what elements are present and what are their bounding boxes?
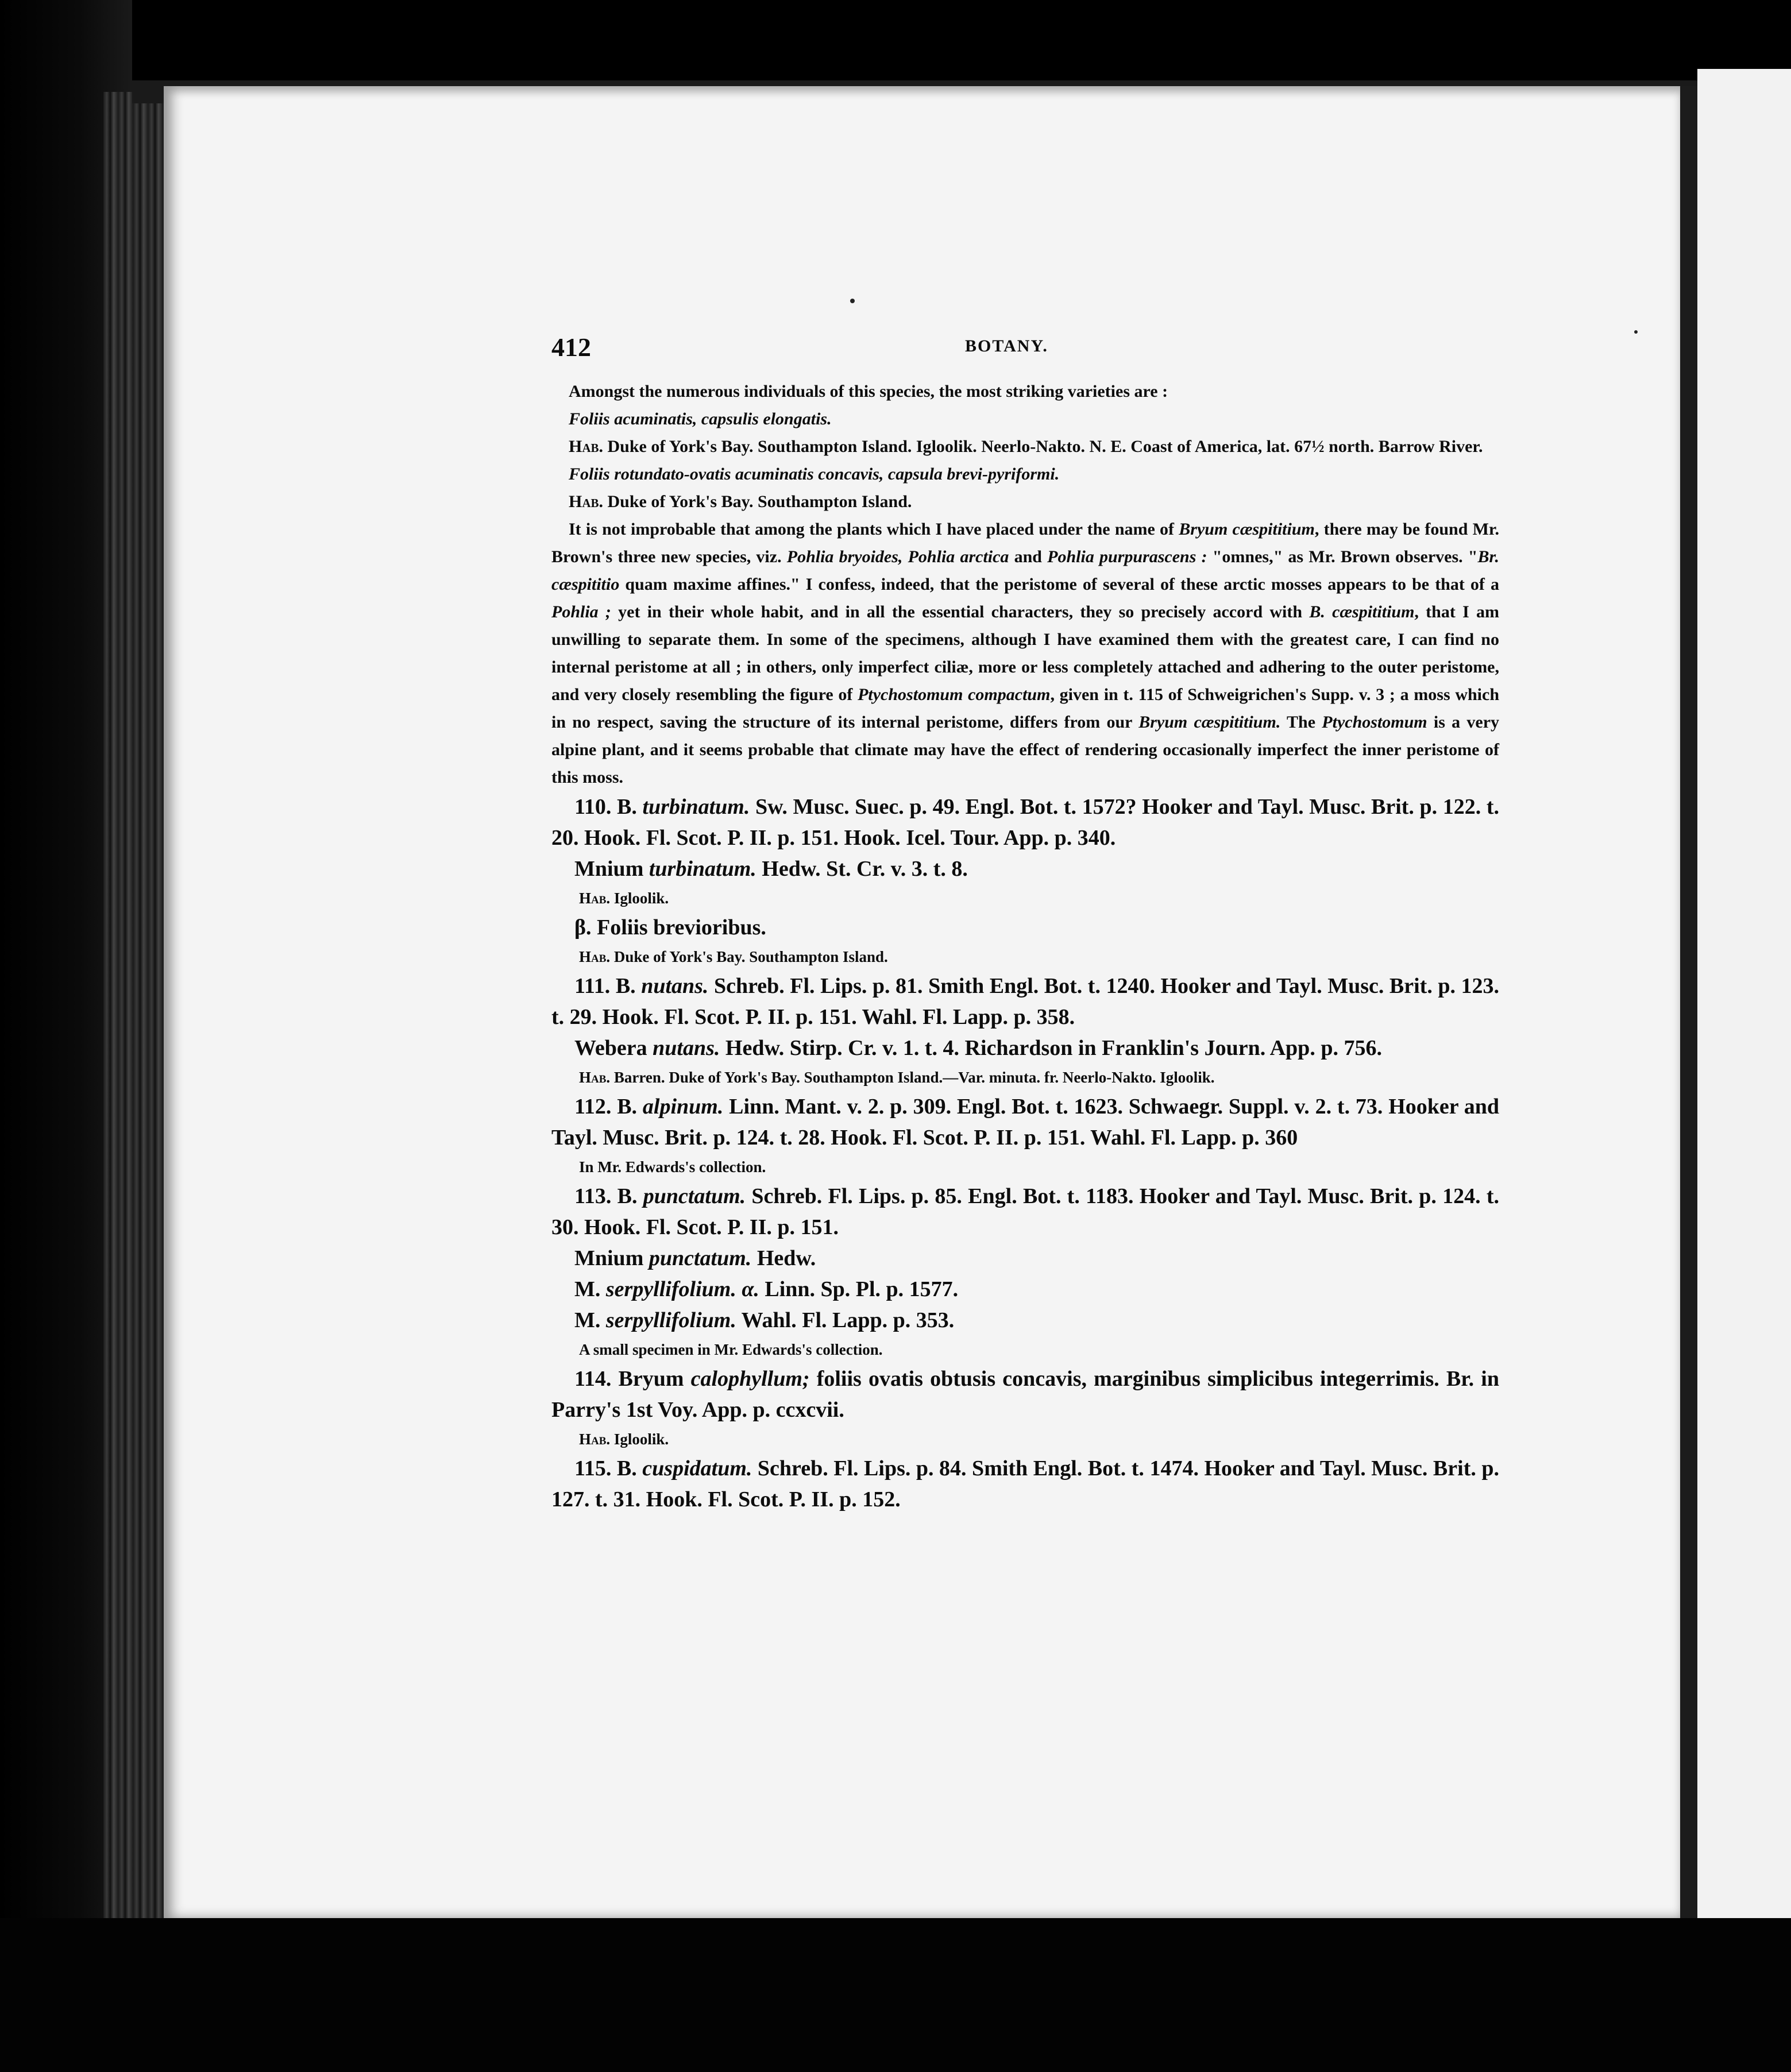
- entry-113: [551, 1181, 1499, 1243]
- references: Wahl. Fl. Lapp. p. 353.: [736, 1308, 955, 1332]
- page-text: [551, 332, 1499, 1515]
- text: , given in t. 115 of Schweigrichen's Supp. v. 3 ; a moss which in no respect, saving the structure of its internal peristome, differs from our: [551, 685, 1500, 732]
- species-name: turbinatum.: [649, 857, 756, 881]
- text: "omnes," as Mr. Brown observes. ": [1207, 547, 1478, 566]
- synonym: [551, 1274, 1499, 1305]
- description: foliis ovatis obtusis concavis, marginibus simplicibus integerrimis. Br. in Parry's 1st Voy. App. p. ccxcvii.: [551, 1367, 1499, 1422]
- entry-114: [551, 1363, 1499, 1425]
- entry-111: [551, 971, 1499, 1033]
- species-name: serpyllifolium. α.: [605, 1277, 759, 1301]
- entry-number: 110. B.: [574, 795, 643, 819]
- entry-115: [551, 1453, 1499, 1515]
- references: Schreb. Fl. Lips. p. 81. Smith Engl. Bot. t. 1240. Hooker and Tayl. Musc. Brit. p. 123. t. 29. Hook. Fl. Scot. P. II. p. 151. Wahl. Fl. Lapp. p. 358.: [551, 974, 1500, 1029]
- genus: Mnium: [574, 1246, 649, 1270]
- synonym: [551, 853, 1499, 884]
- entry-number: 111. B.: [574, 974, 642, 998]
- speck: [850, 299, 855, 303]
- entry-110: [551, 791, 1499, 853]
- speck: [1634, 330, 1638, 334]
- hab-text: Barren. Duke of York's Bay. Southampton Island.—Var. minuta. fr. Neerlo-Nakto. Igloolik.: [610, 1069, 1215, 1086]
- page-header: [551, 332, 1499, 378]
- genus: M.: [574, 1277, 606, 1301]
- hab-text: Duke of York's Bay. Southampton Island.: [603, 492, 912, 511]
- genus: Webera: [574, 1036, 653, 1060]
- hab-label: Hab.: [569, 492, 604, 511]
- variety-2: Foliis rotundato-ovatis acuminatis concavis, capsula brevi-pyriformi.: [569, 465, 1060, 484]
- habitat: [551, 1425, 1499, 1453]
- entry-number: 112. B.: [574, 1095, 643, 1119]
- species-name: nutans.: [641, 974, 709, 998]
- intro-line: Amongst the numerous individuals of this species, the most striking varieties are :: [569, 382, 1168, 401]
- page-gutter: [1680, 86, 1697, 1924]
- references: Hedw. St. Cr. v. 3. t. 8.: [756, 857, 968, 881]
- text: , that I am unwilling to separate them. In some of the specimens, although I have examined them with the greatest care, I can find no internal peristome at all ; in others, only imperfect ciliæ, more or less completely attached and adhering to the outer peristome, and very closely resembling the figure of: [551, 602, 1499, 704]
- text: and: [1009, 547, 1048, 566]
- species-name: Pohlia purpurascens :: [1047, 547, 1207, 566]
- species-name: Pohlia ;: [551, 602, 611, 621]
- references: Hedw. Stirp. Cr. v. 1. t. 4. Richardson in Franklin's Journ. App. p. 756.: [720, 1036, 1382, 1060]
- species-name: B. cæspititium: [1309, 602, 1415, 621]
- collection-note: A small specimen in Mr. Edwards's collection.: [579, 1341, 883, 1358]
- species-name: Bryum cæspititium: [1179, 520, 1315, 539]
- running-head: BOTANY.: [965, 337, 1048, 355]
- book-spine: [103, 92, 167, 1941]
- references: Hedw.: [751, 1246, 816, 1270]
- habitat-1: [551, 433, 1499, 461]
- synonym: [551, 1243, 1499, 1274]
- hab-text: Duke of York's Bay. Southampton Island. Igloolik. Neerlo-Nakto. N. E. Coast of America, lat. 67½ north. Barrow River.: [603, 437, 1483, 456]
- species-name: cuspidatum.: [642, 1456, 752, 1480]
- species-name: calophyllum;: [690, 1367, 810, 1391]
- hab-text: Igloolik.: [610, 1431, 669, 1448]
- genus: M.: [574, 1308, 606, 1332]
- hab-label: Hab.: [569, 437, 604, 456]
- species-name: punctatum.: [649, 1246, 752, 1270]
- species-name: nutans.: [653, 1036, 720, 1060]
- scan-background-bottom: [0, 1918, 1791, 2072]
- text: It is not improbable that among the plants which I have placed under the name of: [569, 520, 1179, 539]
- references: Schreb. Fl. Lips. p. 84. Smith Engl. Bot. t. 1474. Hooker and Tayl. Musc. Brit. p. 127. t. 31. Hook. Fl. Scot. P. II. p. 152.: [551, 1456, 1500, 1512]
- entry-112: [551, 1091, 1499, 1153]
- text: quam maxime affines." I confess, indeed, that the peristome of several of these arctic mosses appears to be that of a: [619, 575, 1499, 594]
- species-name: Bryum cæspititium.: [1138, 713, 1281, 732]
- species-name: punctatum.: [643, 1184, 746, 1208]
- references: Schreb. Fl. Lips. p. 85. Engl. Bot. t. 1183. Hooker and Tayl. Musc. Brit. p. 124. t. 30. Hook. Fl. Scot. P. II. p. 151.: [551, 1184, 1499, 1239]
- species-name: alpinum.: [642, 1095, 724, 1119]
- synonym: [551, 1305, 1499, 1336]
- habitat: [551, 884, 1499, 912]
- genus: Mnium: [574, 857, 649, 881]
- synonym: [551, 1033, 1499, 1064]
- species-name: Ptychostomum compactum: [858, 685, 1051, 704]
- entry-number: 115. B.: [574, 1456, 643, 1480]
- text: is a very alpine plant, and it seems probable that climate may have the effect of rendering occasionally imperfect the inner peristome of this moss.: [551, 713, 1500, 787]
- references: Linn. Mant. v. 2. p. 309. Engl. Bot. t. 1623. Schwaegr. Suppl. v. 2. t. 73. Hooker and Tayl. Musc. Brit. p. 124. t. 28. Hook. Fl. Scot. P. II. p. 151. Wahl. Fl. Lapp. p. 360: [551, 1095, 1500, 1150]
- discussion-paragraph: [551, 516, 1499, 791]
- habitat: [551, 943, 1499, 971]
- adjacent-page: [1697, 69, 1791, 1964]
- hab-label: Hab.: [579, 890, 611, 907]
- text: The: [1280, 713, 1322, 732]
- hab-label: Hab.: [579, 948, 611, 965]
- species-name: turbinatum.: [642, 795, 750, 819]
- text: yet in their whole habit, and in all the essential characters, they so precisely accord with: [611, 602, 1310, 621]
- habitat: [551, 1064, 1499, 1091]
- hab-label: Hab.: [579, 1069, 611, 1086]
- page-number: 412: [551, 333, 591, 362]
- habitat-2: [551, 488, 1499, 516]
- hab-text: Igloolik.: [610, 890, 669, 907]
- variety-beta: β. Foliis brevioribus.: [574, 915, 766, 940]
- variety-1: Foliis acuminatis, capsulis elongatis.: [569, 409, 832, 428]
- hab-label: Hab.: [579, 1431, 611, 1448]
- references: Sw. Musc. Suec. p. 49. Engl. Bot. t. 1572? Hooker and Tayl. Musc. Brit. p. 122. t. 20. Hook. Fl. Scot. P. II. p. 151. Hook. Icel. Tour. App. p. 340.: [551, 795, 1499, 850]
- species-name: serpyllifolium.: [605, 1308, 736, 1332]
- species-name: Ptychostomum: [1322, 713, 1427, 732]
- text: , there may be found Mr. Brown's three new species, viz.: [551, 520, 1499, 566]
- hab-text: Duke of York's Bay. Southampton Island.: [610, 948, 888, 965]
- references: Linn. Sp. Pl. p. 1577.: [759, 1277, 959, 1301]
- species-name: Br. cæspititio: [551, 547, 1499, 594]
- entry-number: 114. Bryum: [574, 1367, 691, 1391]
- collection-note: In Mr. Edwards's collection.: [579, 1158, 766, 1176]
- species-name: Pohlia bryoides, Pohlia arctica: [786, 547, 1009, 566]
- entry-number: 113. B.: [574, 1184, 643, 1208]
